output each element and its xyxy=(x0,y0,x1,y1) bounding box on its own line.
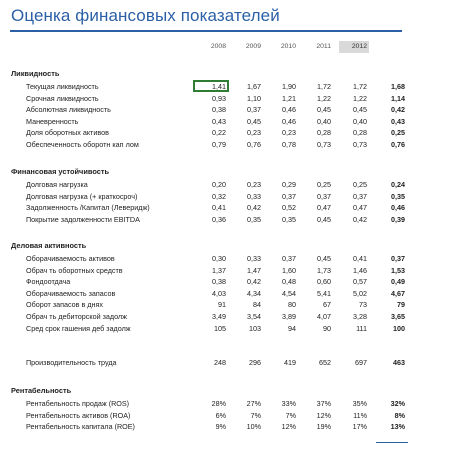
cell-value[interactable]: 5,02 xyxy=(353,288,367,298)
cell-value[interactable]: 3,49 xyxy=(212,312,226,321)
cell-value[interactable]: 7% xyxy=(250,410,261,420)
cell-value[interactable]: 1,21 xyxy=(282,93,296,103)
year-header-2009: 2009 xyxy=(245,43,261,50)
cell-value[interactable]: 0,37 xyxy=(282,254,296,263)
cell-value[interactable]: 0,42 xyxy=(247,277,261,287)
cell-value[interactable]: 13% xyxy=(390,422,405,432)
cell-value[interactable]: 0,25 xyxy=(317,180,331,189)
cell-value[interactable]: 8% xyxy=(394,410,405,420)
cell-value[interactable]: 0,23 xyxy=(282,128,296,138)
cell-value[interactable]: 1,72 xyxy=(353,82,367,91)
cell-value[interactable]: 111 xyxy=(356,323,367,333)
table-row xyxy=(0,179,450,190)
row-label: Обеспеченность оборотн кап лом xyxy=(26,140,139,149)
cell-value[interactable]: 0,52 xyxy=(282,203,296,213)
cell-value[interactable]: 0,25 xyxy=(391,128,405,138)
cell-value[interactable]: 0,40 xyxy=(353,116,367,126)
cell-value[interactable]: 4,67 xyxy=(391,288,405,298)
cell-value[interactable]: 100 xyxy=(393,323,405,333)
table-row xyxy=(0,104,450,115)
section-title: Деловая активность xyxy=(11,241,87,250)
cell-value[interactable]: 0,29 xyxy=(282,180,296,189)
cell-value[interactable]: 4,03 xyxy=(212,288,226,298)
cell-value[interactable]: 6% xyxy=(215,410,226,420)
row-label: Фондоотдача xyxy=(26,277,71,287)
table-row xyxy=(0,202,450,213)
cell-value[interactable]: 1,68 xyxy=(391,82,405,91)
cell-value[interactable]: 0,45 xyxy=(317,254,331,263)
cell-value[interactable]: 0,42 xyxy=(247,203,261,213)
cell-value[interactable]: 0,76 xyxy=(391,140,405,149)
cell-value[interactable]: 0,46 xyxy=(282,116,296,126)
cell-value[interactable]: 3,89 xyxy=(282,312,296,321)
table-row xyxy=(0,116,450,127)
cell-value[interactable]: 0,47 xyxy=(353,203,367,213)
row-label: Маневренность xyxy=(26,116,79,126)
cell-value[interactable]: 0,25 xyxy=(353,180,367,189)
cell-value[interactable]: 0,37 xyxy=(247,105,261,115)
cell-value[interactable]: 697 xyxy=(355,358,367,367)
cell-value[interactable]: 1,67 xyxy=(247,82,261,91)
table-row xyxy=(0,139,450,150)
table-row xyxy=(0,191,450,202)
cell-value[interactable]: 0,24 xyxy=(391,180,405,189)
section-title: Ликвидность xyxy=(11,69,60,78)
cell-value[interactable]: 1,22 xyxy=(317,93,331,103)
cell-value[interactable]: 0,23 xyxy=(247,128,261,138)
year-header-2012: 2012 xyxy=(339,41,369,53)
row-label: Оборачиваемость активов xyxy=(26,254,115,263)
cell-value[interactable]: 0,32 xyxy=(212,191,226,201)
cell-value[interactable]: 0,45 xyxy=(317,105,331,115)
cell-value[interactable]: 0,73 xyxy=(353,140,367,149)
year-header-2011: 2011 xyxy=(316,43,331,50)
cell-value[interactable]: 37% xyxy=(316,399,331,408)
cell-value[interactable]: 0,38 xyxy=(212,105,226,115)
row-label: Рентабельность капитала (ROE) xyxy=(26,422,135,432)
row-label: Оборачиваемость запасов xyxy=(26,288,116,298)
year-header-2008: 2008 xyxy=(210,43,226,50)
cell-value[interactable]: 0,46 xyxy=(391,203,405,213)
cell-value[interactable]: 0,78 xyxy=(282,140,296,149)
cell-value[interactable]: 35% xyxy=(352,399,367,408)
cell-value[interactable]: 0,47 xyxy=(317,203,331,213)
cell-value[interactable]: 1,47 xyxy=(247,265,261,275)
cell-value[interactable]: 1,46 xyxy=(353,265,367,275)
table-row xyxy=(0,288,450,299)
row-label: Долговая нагрузка (+ краткосроч) xyxy=(26,191,138,201)
table-row xyxy=(0,276,450,287)
table-row xyxy=(0,265,450,276)
cell-value[interactable]: 5,41 xyxy=(317,288,331,298)
table-row xyxy=(0,299,450,310)
cell-value[interactable]: 0,22 xyxy=(212,128,226,138)
cell-value[interactable]: 0,28 xyxy=(317,128,331,138)
cell-value[interactable]: 0,45 xyxy=(317,214,331,224)
table-row xyxy=(0,323,450,334)
cell-value[interactable]: 7% xyxy=(285,410,296,420)
cell-value[interactable]: 0,37 xyxy=(282,191,296,201)
cell-value[interactable]: 12% xyxy=(281,422,296,432)
cell-value[interactable]: 0,93 xyxy=(212,93,226,103)
cell-value[interactable]: 0,33 xyxy=(247,254,261,263)
row-label: Срочная ликвидность xyxy=(26,93,99,103)
cell-value[interactable]: 3,28 xyxy=(353,312,367,321)
cell-value[interactable]: 0,23 xyxy=(247,180,261,189)
cell-value[interactable]: 27% xyxy=(246,399,261,408)
cell-value[interactable]: 0,41 xyxy=(353,254,367,263)
table-row xyxy=(0,253,450,264)
table-row xyxy=(0,214,450,225)
row-label: Доля оборотных активов xyxy=(26,128,109,138)
section-title: Финансовая устойчивость xyxy=(11,167,110,176)
row-label: Рентабельность продаж (ROS) xyxy=(26,399,130,408)
cell-value[interactable]: 0,37 xyxy=(317,191,331,201)
row-label: Долговая нагрузка xyxy=(26,180,88,189)
cell-value[interactable]: 79 xyxy=(397,300,405,310)
cell-value[interactable]: 105 xyxy=(214,323,226,333)
cell-value[interactable]: 3,54 xyxy=(247,312,261,321)
cell-value[interactable]: 1,41 xyxy=(212,82,226,91)
cell-value[interactable]: 0,48 xyxy=(282,277,296,287)
selected-cell[interactable] xyxy=(193,80,229,92)
cell-value[interactable]: 90 xyxy=(323,323,331,333)
table-row xyxy=(0,93,450,104)
title-underline xyxy=(10,30,402,32)
cell-value[interactable]: 0,49 xyxy=(391,277,405,287)
cell-value[interactable]: 1,10 xyxy=(247,93,261,103)
cell-value[interactable]: 17% xyxy=(352,422,367,432)
cell-value[interactable]: 1,14 xyxy=(391,93,405,103)
row-label: Обрач ть дебиторской задолж xyxy=(26,312,127,321)
cell-value[interactable]: 1,37 xyxy=(212,265,226,275)
cell-value[interactable]: 3,65 xyxy=(391,312,405,321)
cell-value[interactable]: 0,33 xyxy=(247,191,261,201)
cell-value[interactable]: 0,37 xyxy=(391,254,405,263)
cell-value[interactable]: 463 xyxy=(393,358,405,367)
row-label: Оборот запасов в днях xyxy=(26,300,103,310)
cell-value[interactable]: 67 xyxy=(323,300,331,310)
cell-value[interactable]: 33% xyxy=(281,399,296,408)
cell-value[interactable]: 32% xyxy=(390,399,405,408)
cell-value[interactable]: 0,35 xyxy=(282,214,296,224)
cell-value[interactable]: 4,34 xyxy=(247,288,261,298)
table-row xyxy=(0,398,450,409)
cell-value[interactable]: 4,54 xyxy=(282,288,296,298)
cell-value[interactable]: 10% xyxy=(246,422,261,432)
cell-value[interactable]: 0,76 xyxy=(247,140,261,149)
cell-value[interactable]: 0,20 xyxy=(212,180,226,189)
cell-value[interactable]: 0,45 xyxy=(353,105,367,115)
cell-value[interactable]: 1,90 xyxy=(282,82,296,91)
cell-value[interactable]: 0,43 xyxy=(212,116,226,126)
cell-value[interactable]: 0,43 xyxy=(391,116,405,126)
row-label: Рентабельность активов (ROA) xyxy=(26,410,131,420)
cell-value[interactable]: 1,53 xyxy=(391,265,405,275)
row-label: Сред срок гашения деб задолж xyxy=(26,323,131,333)
cell-value[interactable]: 19% xyxy=(316,422,331,432)
cell-value[interactable]: 11% xyxy=(353,410,367,420)
cell-value[interactable]: 73 xyxy=(359,300,367,310)
cell-value[interactable]: 296 xyxy=(249,358,261,367)
table-row xyxy=(0,357,450,368)
year-header-row xyxy=(0,41,450,54)
cell-value[interactable]: 0,37 xyxy=(353,191,367,201)
row-label: Обрач ть оборотных средств xyxy=(26,265,123,275)
cell-value[interactable]: 0,73 xyxy=(317,140,331,149)
table-row xyxy=(0,421,450,432)
last-column-underline xyxy=(376,442,408,443)
cell-value[interactable]: 1,73 xyxy=(317,265,331,275)
cell-value[interactable]: 84 xyxy=(253,300,261,310)
row-label: Задолженность /Капитал (Леверидж) xyxy=(26,203,150,213)
cell-value[interactable]: 80 xyxy=(288,300,296,310)
cell-value[interactable]: 0,42 xyxy=(353,214,367,224)
cell-value[interactable]: 419 xyxy=(284,358,296,367)
cell-value[interactable]: 0,28 xyxy=(353,128,367,138)
cell-value[interactable]: 4,07 xyxy=(317,312,331,321)
cell-value[interactable]: 28% xyxy=(211,399,226,408)
cell-value[interactable]: 91 xyxy=(218,300,226,310)
cell-value[interactable]: 0,42 xyxy=(391,105,405,115)
row-label: Абсолютная ликвидность xyxy=(26,105,111,115)
table-row xyxy=(0,410,450,421)
row-label: Производительность труда xyxy=(26,358,117,367)
cell-value[interactable]: 9% xyxy=(215,422,226,432)
cell-value[interactable]: 1,72 xyxy=(317,82,331,91)
section-title: Рентабельность xyxy=(11,386,72,395)
table-row xyxy=(0,127,450,138)
cell-value[interactable]: 0,36 xyxy=(212,214,226,224)
cell-value[interactable]: 1,60 xyxy=(282,265,296,275)
cell-value[interactable]: 103 xyxy=(249,323,261,333)
cell-value[interactable]: 652 xyxy=(319,358,331,367)
cell-value[interactable]: 0,38 xyxy=(212,277,226,287)
cell-value[interactable]: 0,57 xyxy=(353,277,367,287)
cell-value[interactable]: 0,30 xyxy=(212,254,226,263)
cell-value[interactable]: 94 xyxy=(288,323,296,333)
cell-value[interactable]: 12% xyxy=(316,410,331,420)
cell-value[interactable]: 0,35 xyxy=(391,191,405,201)
cell-value[interactable]: 0,41 xyxy=(212,203,226,213)
cell-value[interactable]: 0,39 xyxy=(391,214,405,224)
cell-value[interactable]: 0,35 xyxy=(247,214,261,224)
cell-value[interactable]: 0,40 xyxy=(317,116,331,126)
cell-value[interactable]: 0,46 xyxy=(282,105,296,115)
year-header-2010: 2010 xyxy=(280,43,296,50)
cell-value[interactable]: 248 xyxy=(214,358,226,367)
table-row xyxy=(0,311,450,322)
row-label: Покрытие задолженности EBITDA xyxy=(26,214,140,224)
sheet-title: Оценка финансовых показателей xyxy=(11,6,280,25)
cell-value[interactable]: 1,22 xyxy=(353,93,367,103)
cell-value[interactable]: 0,60 xyxy=(317,277,331,287)
cell-value[interactable]: 0,79 xyxy=(212,140,226,149)
row-label: Текущая ликвидность xyxy=(26,82,99,91)
cell-value[interactable]: 0,45 xyxy=(247,116,261,126)
